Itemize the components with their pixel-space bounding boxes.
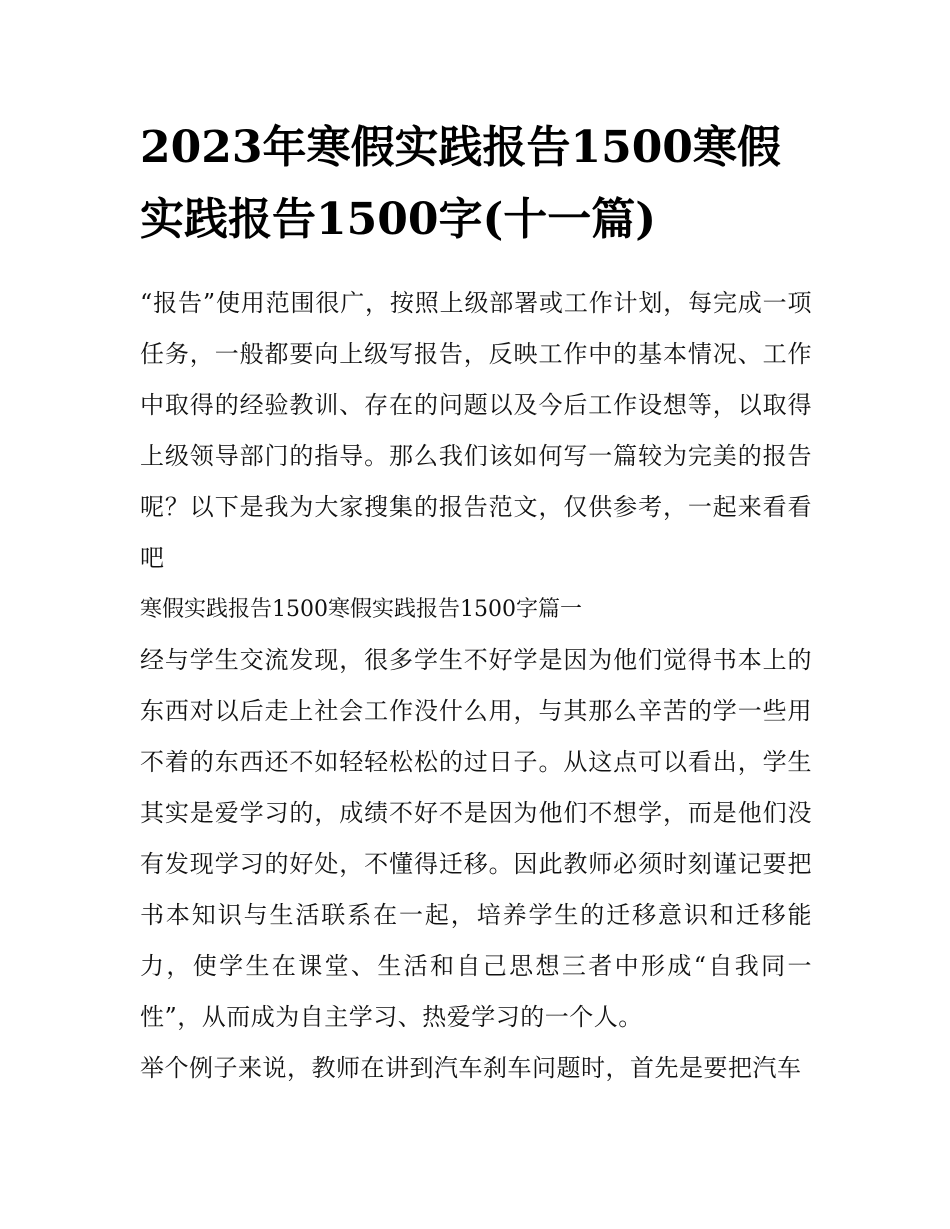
section-heading: 寒假实践报告1500寒假实践报告1500字篇一 xyxy=(140,597,582,622)
document-title: 2023年寒假实践报告1500寒假实践报告1500字(十一篇) xyxy=(140,122,781,245)
intro-paragraph: “报告”使用范围很广，按照上级部署或工作计划，每完成一项任务，一般都要向上级写报告，反映工作中的基本情况、工作中取得的经验教训、存在的问题以及今后工作设想等，以取得上级领导部门的指导。那么我们该如何写一篇较为完美的报告呢？以下是我为大家搜集的报告范文，仅供参考，一起来看看吧 xyxy=(140,289,812,572)
body-paragraph-1: 经与学生交流发现，很多学生不好学是因为他们觉得书本上的东西对以后走上社会工作没什么用，与其那么辛苦的学一些用不着的东西还不如轻轻松松的过日子。从这点可以看出，学生其实是爱学习的，成绩不好不是因为他们不想学，而是他们没有发现学习的好处，不懂得迁移。因此教师必须时刻谨记要把书本知识与生活联系在一起，培养学生的迁移意识和迁移能力，使学生在课堂、生活和自己思想三者中形成“自我同一性”，从而成为自主学习、热爱学习的一个人。 xyxy=(140,646,812,1031)
body-paragraph-2: 举个例子来说，教师在讲到汽车刹车问题时，首先是要把汽车 xyxy=(140,1054,802,1082)
document-page xyxy=(140,112,812,1094)
